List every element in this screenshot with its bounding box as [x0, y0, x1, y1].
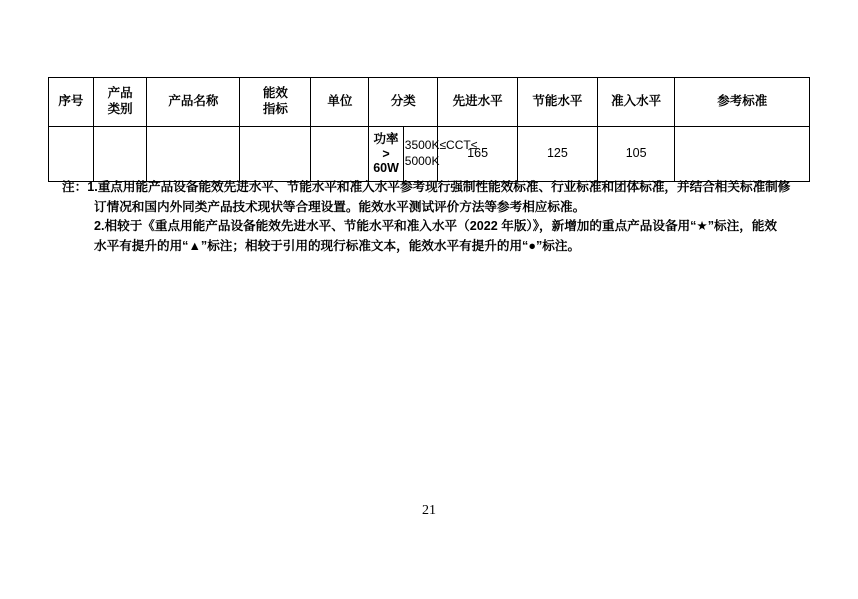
column-header-efficiency-index-line2: 指标 [262, 102, 288, 116]
table-body [49, 127, 810, 182]
cell-advanced-level: 165 [438, 127, 518, 182]
column-header-product-type [93, 78, 147, 127]
cell-efficiency-index [240, 127, 311, 182]
cell-energy-saving-level: 125 [518, 127, 598, 182]
note-line-4: 水平有提升的用“▲”标注；相较于引用的现行标准文本，能效水平有提升的用“●”标注。 [94, 238, 581, 253]
cell-access-level: 105 [597, 127, 675, 182]
cell-classification-power-line1: 功率 [373, 132, 399, 147]
cell-classification-power-line3: 60W [373, 161, 399, 176]
column-header-energy-saving-level: 节能水平 [518, 78, 598, 127]
cell-classification-power-line2: > [382, 146, 390, 161]
note-text-1: 1.重点用能产品设备能效先进水平、节能水平和准入水平参考现行强制性能效标准、行业标准和团体标准，并结合相关标准制修 [87, 180, 791, 194]
cell-unit [311, 127, 369, 182]
column-header-sequence: 序号 [49, 78, 94, 127]
column-header-advanced-level: 先进水平 [438, 78, 518, 127]
column-header-efficiency-index-line1: 能效 [262, 86, 288, 101]
cell-product-name [147, 127, 240, 182]
note-label: 注： [62, 180, 88, 194]
cell-sequence [49, 127, 94, 182]
note-line-1 [62, 178, 802, 198]
cell-cct-range-line2: 5000K [404, 154, 440, 168]
table-header [49, 78, 810, 127]
column-header-access-level: 准入水平 [597, 78, 675, 127]
column-header-product-type-line1: 产品 [107, 86, 133, 101]
cell-cct-range-line1: 3500K≤CCT≤ [404, 138, 478, 153]
cell-reference-standard [675, 127, 810, 182]
cell-classification-power [369, 127, 403, 182]
column-header-product-name: 产品名称 [147, 78, 240, 127]
column-header-reference-standard: 参考标准 [675, 78, 810, 127]
table-row [49, 127, 810, 182]
cell-product-type [93, 127, 147, 182]
table-header-row [49, 78, 810, 127]
column-header-classification: 分类 [369, 78, 438, 127]
note-line-2: 订情况和国内外同类产品技术现状等合理设置。能效水平测试评价方法等参考相应标准。 [94, 199, 586, 214]
note-line-3: 2.相较于《重点用能产品设备能效先进水平、节能水平和准入水平（2022 年版）》，新增加的重点产品设备用“★”标注，能效 [94, 219, 777, 234]
energy-efficiency-table [48, 77, 810, 182]
column-header-unit: 单位 [311, 78, 369, 127]
column-header-product-type-line2: 类别 [107, 102, 133, 116]
page-number: 21 [422, 503, 436, 518]
table-notes [62, 178, 802, 256]
column-header-efficiency-index [240, 78, 311, 127]
